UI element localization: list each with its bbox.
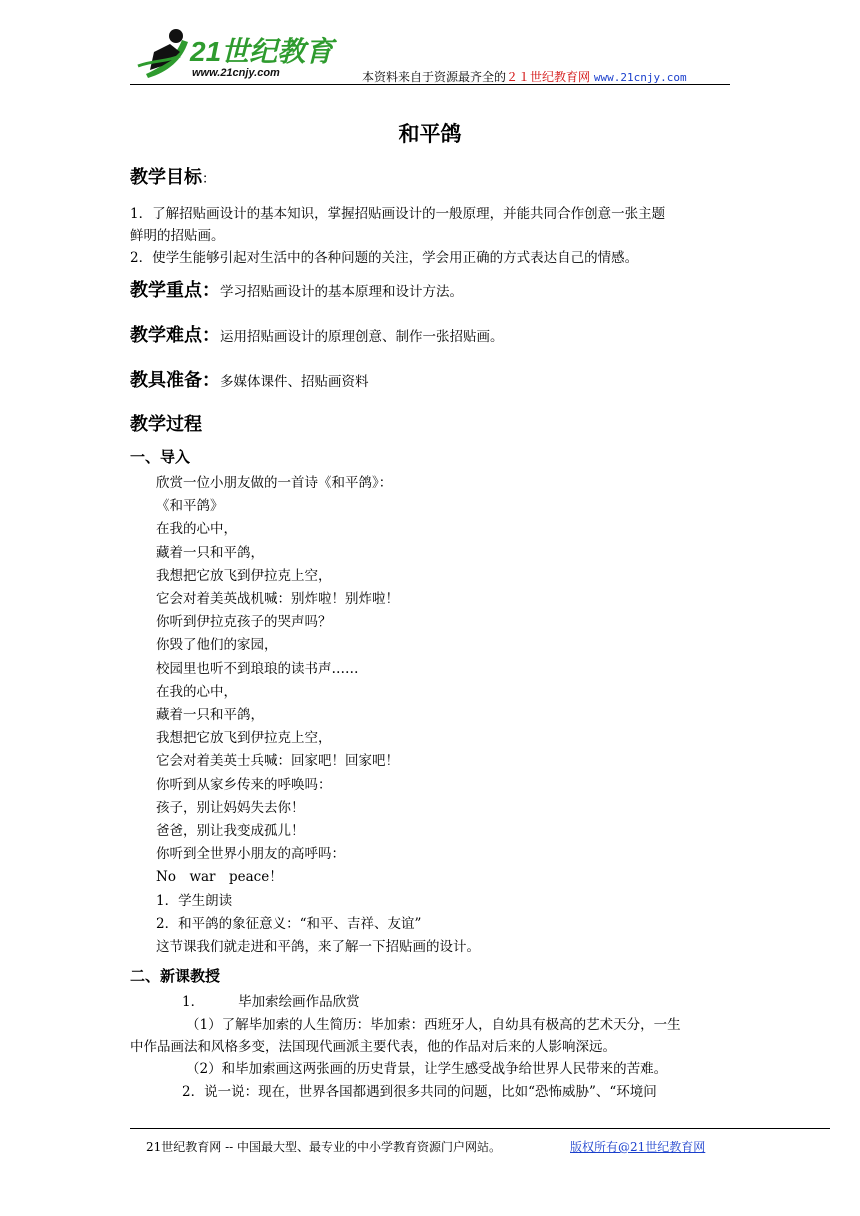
difficulty-text: 运用招贴画设计的原理创意、制作一张招贴画。	[220, 329, 504, 345]
section2-item1-text: 毕加索绘画作品欣赏	[238, 994, 360, 1010]
preparation-row	[130, 366, 369, 392]
section2-paragraph1a: （1）了解毕加索的人生简历：毕加索：西班牙人，自幼具有极高的艺术天分，一生	[186, 1017, 681, 1033]
key-point-row	[130, 276, 463, 302]
section1-line: 《和平鸽》	[156, 498, 224, 515]
header-note-prefix: 本资料来自于资源最齐全的	[362, 70, 507, 84]
section1-line: 我想把它放飞到伊拉克上空，	[156, 567, 332, 584]
header-source-note	[362, 68, 687, 85]
section1-line: 我想把它放飞到伊拉克上空，	[156, 730, 332, 747]
section2-paragraph1b: 中作品画法和风格多变，法国现代画派主要代表，他的作品对后来的人影响深远。	[130, 1039, 616, 1055]
section1-line: 孩子，别让妈妈失去你！	[156, 799, 305, 816]
section2-heading: 二、新课教授	[130, 967, 221, 985]
section2-item1-number: 1．	[182, 994, 205, 1010]
section1-line: 你毁了他们的家园，	[156, 637, 278, 654]
section1-line: 在我的心中，	[156, 683, 237, 700]
section1-line: 你听到从家乡传来的呼唤吗：	[156, 776, 332, 793]
difficulty-heading: 教学难点：	[130, 325, 220, 346]
section1-line: 它会对着美英士兵喊：回家吧！回家吧！	[156, 753, 399, 770]
header-url-link[interactable]: www.21cnjy.com	[593, 71, 687, 84]
footer-divider	[130, 1128, 830, 1129]
runner-logo-icon	[136, 26, 341, 82]
section1-line: 欣赏一位小朋友做的一首诗《和平鸽》：	[156, 475, 393, 491]
section1-line: No war peace！	[156, 869, 283, 886]
footer-site-info: 21世纪教育网 -- 中国最大型、最专业的中小学教育资源门户网站。	[146, 1140, 502, 1154]
section1-line: 2．和平鸽的象征意义：“和平、吉祥、友谊”	[156, 915, 422, 932]
header-brand-link[interactable]: ２１世纪教育网	[506, 70, 591, 84]
section1-line: 爸爸，别让我变成孤儿！	[156, 823, 305, 839]
objectives-heading: 教学目标：	[130, 167, 216, 188]
svg-text:21世纪教育: 21世纪教育	[190, 36, 334, 67]
key-point-text: 学习招贴画设计的基本原理和设计方法。	[220, 284, 463, 300]
site-logo	[136, 26, 341, 82]
header-divider	[130, 84, 730, 85]
page-title: 和平鸽	[398, 121, 462, 146]
section1-line: 藏着一只和平鸽，	[156, 707, 264, 723]
section1-line: 这节课我们就走进和平鸽，来了解一下招贴画的设计。	[156, 939, 480, 955]
key-point-heading: 教学重点：	[130, 280, 220, 301]
section1-line: 1．学生朗读	[156, 892, 233, 909]
section1-line: 校园里也听不到琅琅的读书声……	[156, 660, 359, 677]
objective-line-2: 鲜明的招贴画。	[130, 228, 225, 244]
section2-item1	[182, 990, 360, 1010]
difficulty-row	[130, 321, 504, 347]
section1-line: 你听到全世界小朋友的高呼吗：	[156, 846, 345, 863]
section1-line: 你听到伊拉克孩子的哭声吗？	[156, 614, 332, 631]
section2-paragraph3: 2．说一说：现在，世界各国都遇到很多共同的问题，比如“恐怖威胁”、“环境问	[182, 1084, 657, 1100]
section1-line: 它会对着美英战机喊：别炸啦！别炸啦！	[156, 591, 399, 607]
objective-line-3: 2．使学生能够引起对生活中的各种问题的关注，学会用正确的方式表达自己的情感。	[130, 250, 639, 266]
section1-line: 在我的心中，	[156, 521, 237, 538]
footer-copyright-link[interactable]: 版权所有@21世纪教育网	[570, 1140, 706, 1154]
process-heading: 教学过程	[130, 414, 202, 435]
svg-text:www.21cnjy.com: www.21cnjy.com	[192, 67, 280, 79]
preparation-text: 多媒体课件、招贴画资料	[220, 374, 369, 390]
objective-line-1: 1．了解招贴画设计的基本知识，掌握招贴画设计的一般原理，并能共同合作创意一张主题	[130, 206, 666, 222]
section2-paragraph2: （2）和毕加索画这两张画的历史背景，让学生感受战争给世界人民带来的苦难。	[186, 1061, 668, 1077]
preparation-heading: 教具准备：	[130, 370, 220, 391]
section1-line: 藏着一只和平鸽，	[156, 544, 264, 561]
section1-heading: 一、导入	[130, 448, 191, 466]
